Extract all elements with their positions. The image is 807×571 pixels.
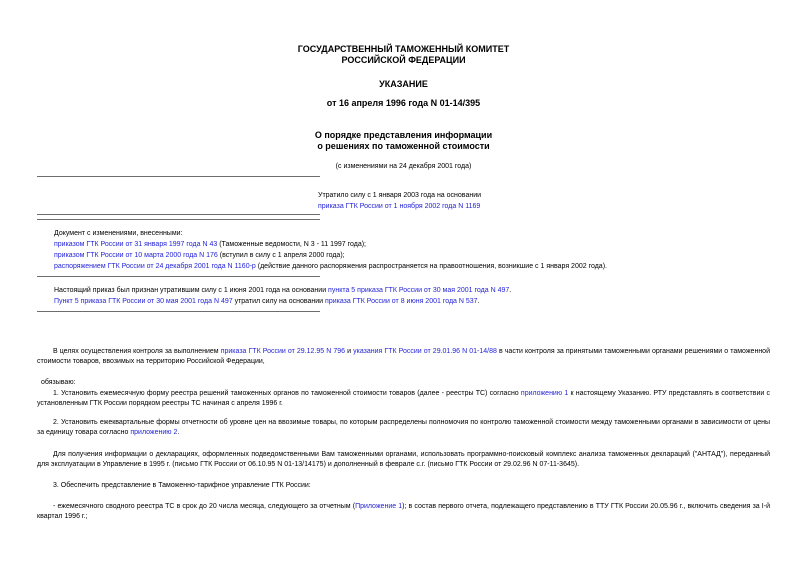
amendment-note: (действие данного распоряжения распространяется на правоотношения, возникшие с 1 января 2002 года).	[255, 263, 607, 270]
expired-link-line	[318, 202, 480, 211]
amendment-link[interactable]: приказом ГТК России от 31 января 1997 года N 43	[54, 241, 218, 248]
body-text: к настоящему Указанию. РТУ представлять в соответствии с установленным ГТК России порядком реестры ТС начиная с апреля 1996 г.	[37, 390, 771, 407]
divider	[37, 311, 320, 312]
edition-note: (с изменениями на 24 декабря 2001 года)	[335, 163, 472, 170]
obligate-word: обязываю:	[41, 379, 76, 386]
validity-line2	[54, 297, 480, 306]
validity-text: Настоящий приказ был признан утратившим силу с 1 июня 2001 года на основании	[54, 287, 329, 294]
appendix-2-link[interactable]: приложению 2	[130, 429, 178, 436]
doc-title-line2: о решениях по таможенной стоимости	[317, 141, 490, 151]
amendment-link[interactable]: приказом ГТК России от 10 марта 2000 года N 176	[54, 252, 218, 259]
org-name-line1: ГОСУДАРСТВЕННЫЙ ТАМОЖЕННЫЙ КОМИТЕТ	[297, 44, 510, 54]
body-text: - ежемесячного сводного реестра ТС в срок до 20 числа месяца, следующего за отчетным (	[53, 503, 356, 510]
validity-text: утратил силу на основании	[232, 298, 326, 305]
body-text: 1. Установить ежемесячную форму реестра решений таможенных органов по таможенной стоимости товаров (далее - реестры ТС) согласно	[53, 390, 521, 397]
amendments-intro: Документ с изменениями, внесенными:	[54, 230, 183, 237]
divider	[37, 176, 320, 177]
expired-note: Утратило силу с 1 января 2003 года на основании	[318, 192, 482, 199]
validity-line1	[54, 286, 511, 295]
instruction-88-link[interactable]: указания ГТК России от 29.01.96 N 01-14/88	[353, 348, 497, 355]
body-text: ); в состав первого отчета, подлежащего представлению в ТТУ ГТК России 20.05.96 г., включить сведения за I-й квартал 1996 г.;	[37, 503, 770, 520]
body-text: 2. Установить ежеквартальные формы отчетности об уровне цен на ввозимые товары, по которым распределены полномочия по контролю таможенной стоимости между таможенными органами в зависимости от цены за единицу товара согласно	[37, 419, 770, 436]
amendment-note: (Таможенные ведомости, N 3 - 11 1997 года);	[217, 241, 366, 248]
body-paragraph-6	[37, 502, 770, 522]
validity-text-end: .	[509, 287, 512, 294]
org-name-line2: РОССИЙСКОЙ ФЕДЕРАЦИИ	[341, 55, 466, 65]
body-paragraph-1	[37, 347, 770, 367]
body-paragraph-3	[37, 418, 770, 438]
validity-cancel-link[interactable]: приказа ГТК России от 8 июня 2001 года N 537	[325, 298, 478, 305]
expired-basis-link[interactable]: приказа ГТК России от 1 ноября 2002 года N 1169	[318, 203, 481, 210]
appendix-1-link[interactable]: Приложение 1	[355, 503, 403, 510]
doc-type: УКАЗАНИЕ	[379, 79, 428, 89]
body-text: .	[177, 429, 180, 436]
amendment-note: (вступил в силу с 1 апреля 2000 года);	[217, 252, 345, 259]
body-text: В целях осуществления контроля за выполнением	[53, 348, 221, 355]
order-796-link[interactable]: приказа ГТК России от 29.12.95 N 796	[220, 348, 346, 355]
validity-point-link[interactable]: Пункт 5 приказа ГТК России от 30 мая 2001 года N 497	[54, 298, 233, 305]
body-text: в части контроля за принятыми таможенными органами решениями о таможенной стоимости товаров, ввозимых на территорию Российской Федерации,	[37, 348, 770, 365]
validity-basis-link[interactable]: пункта 5 приказа ГТК России от 30 мая 2001 года N 497	[328, 287, 510, 294]
divider	[37, 276, 320, 277]
doc-title-line1: О порядке представления информации	[314, 130, 493, 140]
divider	[37, 214, 320, 215]
doc-date-number: от 16 апреля 1996 года N 01-14/395	[326, 98, 481, 108]
body-text: и	[345, 348, 354, 355]
body-paragraph-4: Для получения информации о декларациях, оформленных подведомственными Вам таможенными органами, использовать программно-поисковый комплекс анализа таможенных деклараций ("АНТАД"), переданный для эксплуатации в Управление в 1995 г. (письмо ГТК России от 06.10.95 N 01-13/14175) и дополненный в феврале с.г. (письмо ГТК России от 29.02.96 N 07-11-3645).	[37, 451, 770, 468]
body-paragraph-5: 3. Обеспечить представление в Таможенно-тарифное управление ГТК России:	[53, 482, 311, 489]
amendment-item	[54, 240, 366, 249]
divider	[37, 219, 320, 220]
appendix-1-link[interactable]: приложению 1	[520, 390, 569, 397]
body-paragraph-2	[37, 389, 770, 409]
validity-text-end: .	[477, 298, 480, 305]
amendment-link[interactable]: распоряжением ГТК России от 24 декабря 2001 года N 1160-р	[54, 263, 256, 270]
amendment-item	[54, 251, 345, 260]
amendment-item	[54, 262, 607, 271]
